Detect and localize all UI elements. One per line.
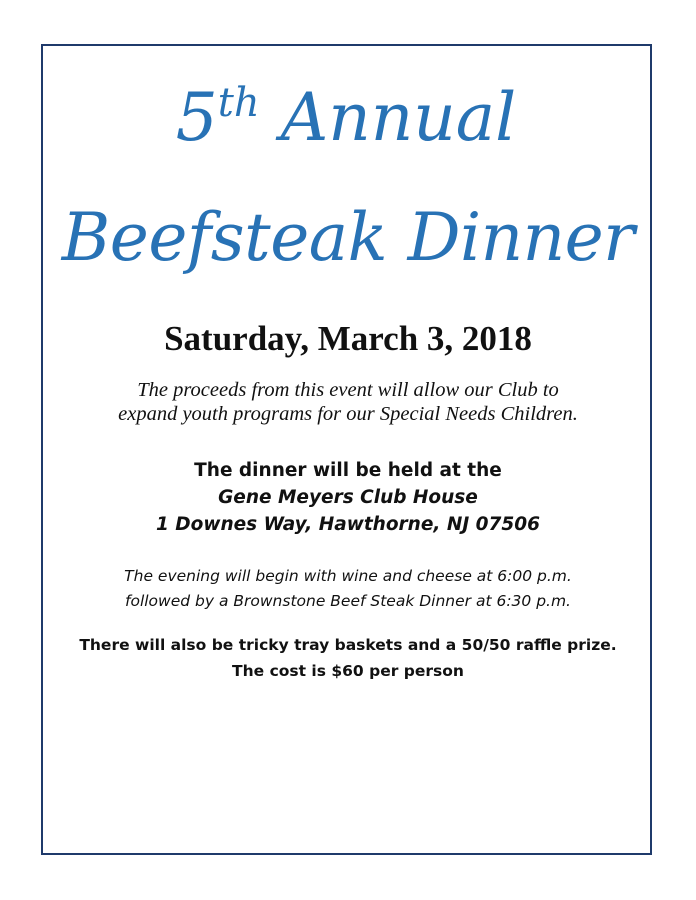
title-line-dinner: Beefsteak Dinner: [61, 199, 635, 276]
purpose-text: [0, 378, 696, 426]
flyer-border: [41, 44, 652, 855]
purpose-line-1: The proceeds from this event will allow our Club to: [137, 379, 559, 401]
schedule-line-2: followed by a Brownstone Beef Steak Dinner at 6:30 p.m.: [125, 592, 571, 610]
venue-name: Gene Meyers Club House: [218, 487, 478, 508]
title-annual: Annual: [280, 79, 517, 156]
raffle-text: There will also be tricky tray baskets and a 50/50 raffle prize.: [79, 636, 617, 654]
extras-block: [0, 632, 696, 684]
cost-text: The cost is $60 per person: [232, 662, 464, 680]
title-number: 5: [175, 79, 218, 156]
venue-address: 1 Downes Way, Hawthorne, NJ 07506: [155, 514, 541, 535]
title-line-annual: [0, 78, 694, 158]
venue-intro: The dinner will be held at the: [194, 460, 502, 481]
schedule-block: [0, 564, 696, 614]
purpose-line-2: expand youth programs for our Special Needs Children.: [118, 403, 578, 425]
title-ordinal-suffix: th: [217, 80, 260, 126]
event-date: Saturday, March 3, 2018: [164, 319, 532, 358]
venue-block: [0, 457, 696, 538]
schedule-line-1: The evening will begin with wine and cheese at 6:00 p.m.: [124, 567, 572, 585]
